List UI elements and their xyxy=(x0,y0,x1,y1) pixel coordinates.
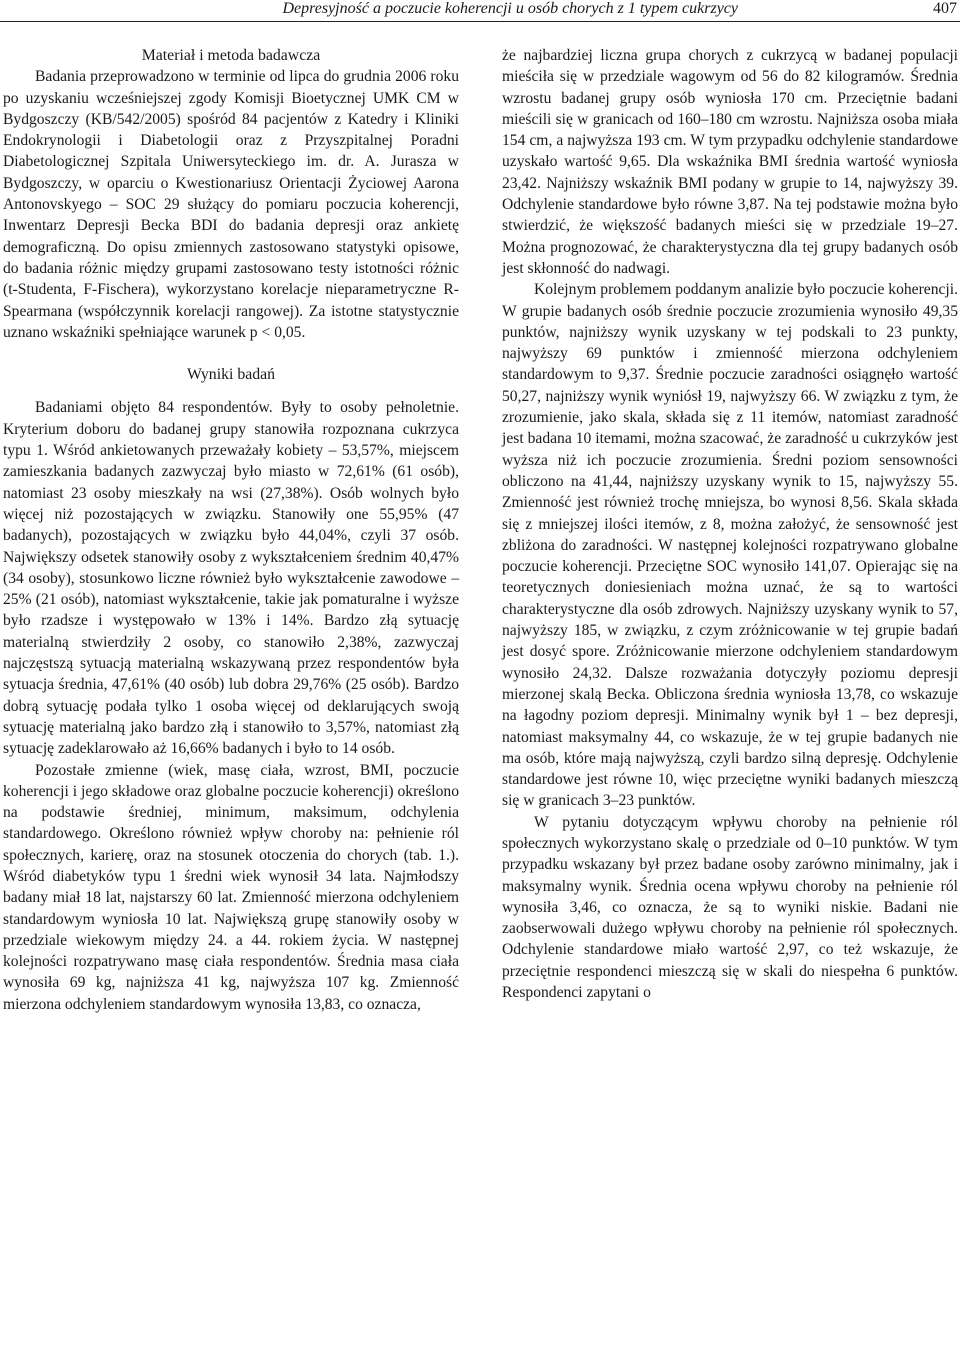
spacer xyxy=(3,343,459,364)
right-column xyxy=(502,45,958,1003)
section-heading-methods: Materiał i metoda badawcza xyxy=(141,47,321,64)
spacer xyxy=(3,385,459,397)
paragraph-coherence: Kolejnym problemem poddanym analizie było poczucie koherencji. W grupie badanych osób średnie poczucie zrozumienia wynosiło 49,35 punktów, najniższy wynik uzyskany w tej podskali to 23 punkty, najwyższy 69 punktów i zmienność mierzona odchyleniem standardowym to 9,37. Średnie poczucie zaradności osiągnęło wartość 50,27, najniższy wynik wyniósł 19, najwyższy 66. W związku z tym, że zrozumienie, jako skala, składa się z 11 itemów, natomiast zaradność jest badana 10 itemami, można szacować, że zaradność u cukrzyków jest wyższa niż ich poczucie zrozumienia. Średni poziom sensowności obliczono na 41,44, najniższy uzyskany wynik to 15, najwyższy 55. Zmienność jest również trochę mniejsza, bo wynosi 8,56. Skala składa się z mniejszej ilości itemów, z 8, można założyć, że sensowność jest zbliżona do zaradności. W następnej kolejności rozpatrywano globalne poczucie koherencji. Przeciętne SOC wynosiło 141,07. Opierając się na teoretycznych doniesieniach można uznać, że są to wartości charakterystyczne dla osób zdrowych. Najniższy uzyskany wynik to 57, najwyższy 185, w związku, z czym zróżnicowanie w tej grupie badań jest dosyć spore. Zróżnicowanie mierzone odchyleniem standardowym wynosiło 24,32. Dalsze rozważania dotyczyły poziomu depresji mierzonej skalą Becka. Obliczona średnia wyniosła 13,78, co wskazuje na łagodny poziom depresji. Minimalny wynik był 1 – bez depresji, natomiast maksymalny 44, co wskazuje, że w tej grupie badanych nie ma osób, które mają najwyższą, czyli bardzo silną depresję. Odchylenie standardowe jest równe 10, więc przeciętne wyniki badanych mieszczą się w granicach 3–23 punktów. xyxy=(502,281,958,810)
page-number: 407 xyxy=(933,0,957,17)
left-column xyxy=(3,45,459,1015)
paragraph-methods: Badania przeprowadzono w terminie od lipca do grudnia 2006 roku po uzyskaniu wcześniejszej zgody Komisji Bioetycznej UMK CM w Bydgoszczy (KB/542/2005) spośród 84 pacjentów z Katedry i Kliniki Endokrynologii i Diabetologii oraz z Przyszpitalnej Poradni Diabetologicznej Szpitala Uniwersyteckiego im. dr. A. Jurasza w Bydgoszczy, w oparciu o Kwestionariusz Orientacji Życiowej Aarona Antonovskyego – SOC 29 służący do pomiaru poczucia koherencji, Inwentarz Depresji Becka BDI do badania depresji oraz ankietę demograficzną. Do opisu zmiennych zastosowano statystyki opisowe, do badania różnic między grupami zastosowano testy istotności różnic (t-Studenta, F-Fischera), wykorzystano korelacje nieparametryczne R-Spearmana (współczynnik korelacji rangowej). Za istotne statystycznie uznano wskaźniki spełniające warunek p < 0,05. xyxy=(3,68,459,341)
section-heading-results: Wyniki badań xyxy=(186,366,276,384)
paragraph-results-1: Badaniami objęto 84 respondentów. Były to osoby pełnoletnie. Kryterium doboru do badanej grupy stanowiła rozpoznana cukrzyca typu 1. Wśród ankietowanych przeważały kobiety – 53,57%, miejscem zamieszkania badanych zazwyczaj było miasto w 72,61% (61 osób), natomiast 23 osoby mieszkały na wsi (27,38%). Osób wolnych było więcej niż pozostających w związku. Stanowiły one 55,95% (47 badanych), pozostających w związku było 44,04%, czyli 37 osób. Największy odsetek stanowiły osoby z wykształceniem średnim 40,47% (34 osoby), stosunkowo liczne również było wykształcenie zawodowe – 25% (21 osób), natomiast wykształcenie, takie jak pomaturalne i wyższe było rzadsze i występowało w 13% i 14%. Bardzo złą sytuację materialną stwierdziły 2 osoby, co stanowiło 2,38%, zazwyczaj najczęstszą sytuacją materialną wskazywaną przez respondentów była sytuacja średnia, 47,61% (40 osób) lub dobra 29,76% (25 osób). Bardzo dobrą sytuację podała tylko 1 osoba więcej od deklarujących swoją sytuację materialną jako bardzo złą i stanowiło to 3,57%, natomiast złą sytuację zadeklarowało aż 16,66% badanych i było to 14 osób. xyxy=(3,399,459,758)
paragraph-results-2: Pozostałe zmienne (wiek, masę ciała, wzrost, BMI, poczucie koherencji i jego składowe oraz globalne poczucie koherencji) określono na podstawie średniej, minimum, maksimum, odchylenia standardowego. Określono również wpływ choroby na: pełnienie ról społecznych, karierę, oraz na stosunek otoczenia do chorych (tab. 1.). Wśród diabetyków typu 1 średni wiek wynosił 34 lata. Najmłodszy badany miał 18 lat, najstarszy 60 lat. Zmienność mierzona odchyleniem standardowym wyniosła 10 lat. Największą grupę stanowiły osoby w przedziale wiekowym między 24. a 44. rokiem życia. W następnej kolejności rozpatrywano masę ciała respondentów. Średnia masa ciała wynosiła 69 kg, najniższa 41 kg, najwyższa 107 kg. Zmienność mierzona odchyleniem standardowym wynosiła 13,83, co oznacza, xyxy=(3,761,459,1013)
header-title: Depresyjność a poczucie koherencji u osób chorych z 1 typem cukrzycy xyxy=(282,0,738,17)
running-header xyxy=(0,0,960,26)
paragraph-social-roles: W pytaniu dotyczącym wpływu choroby na pełnienie ról społecznych wykorzystano skalę o przedziale od 0–10 punktów. W tym przypadku wskazany był przez badane osoby zarówno minimalny, jak i maksymalny wynik. Średnia ocena wpływu choroby na pełnienie ról wynosiła 3,46, co oznacza, że są to wyniki niskie. Badani nie zaobserwowali dużego wpływu choroby na pełnienie ról społecznych. Odchylenie standardowe miało wartość 2,97, co też wskazuje, że przeciętnie respondenci mieszczą się w skali do niespełna 6 punktów. Respondenci zapytani o xyxy=(502,813,958,1002)
paragraph-continued: że najbardziej liczna grupa chorych z cukrzycą w badanej populacji mieściła się w przedziale wagowym od 56 do 82 kilogramów. Średnia wzrostu badanej grupy osób wyniosła 170 cm. Przeciętnie badani mieścili się w granicach od 160–180 cm wzrostu. Najniższa osoba miała 154 cm, a najwyższa 193 cm. W tym przypadku odchylenie standardowe uzyskało wartość 9,65. Dla wskaźnika BMI średnia wartość wyniosła 23,42. Najniższy wskaźnik BMI podany w grupie to 14, najwyższy 39. Odchylenie standardowe było równe 3,87. Na tej podstawie można było stwierdzić, że większość badanych mieści się w przedziale 19–27. Można prognozować, że charakterystyczna dla tej grupy badanych osób jest skłonność do nadwagi. xyxy=(502,47,958,277)
header-rule xyxy=(0,21,960,22)
